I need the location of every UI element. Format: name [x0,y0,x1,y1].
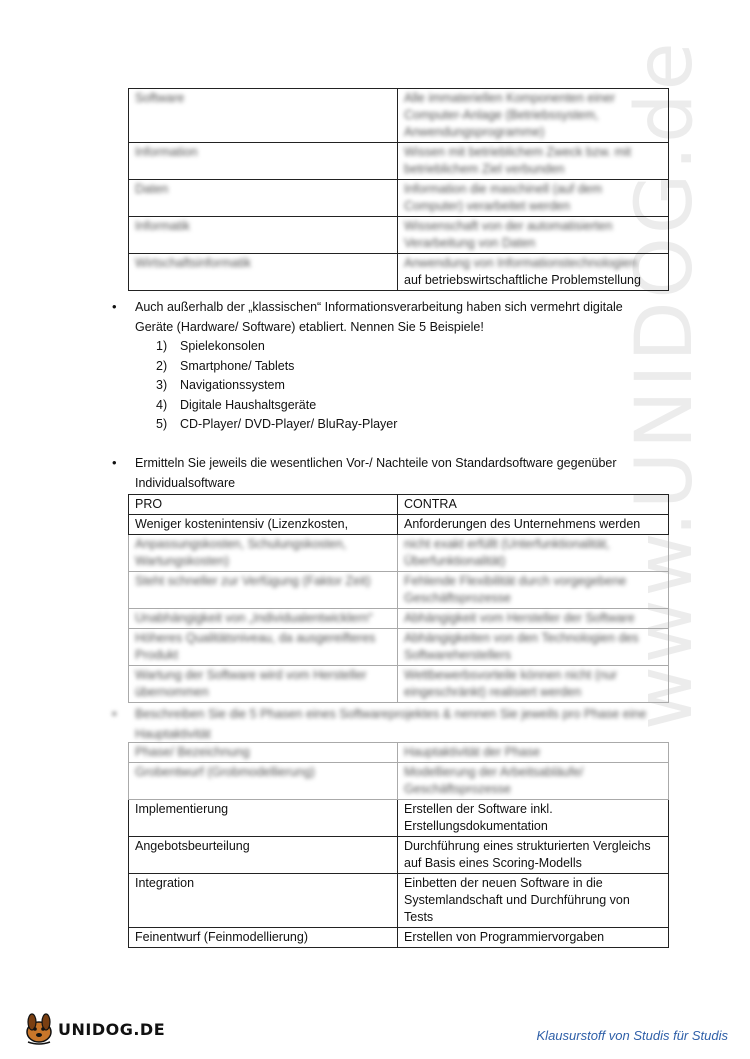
table-row [129,837,669,874]
table-cell-left: Unabhängigkeit von „Individualentwicklern“ [129,609,398,629]
question-1-text [135,298,623,337]
list-item-number: 4) [156,397,168,412]
table-cell-left: Höheres Qualitätsniveau, da ausgereifteres Produkt [129,629,398,666]
table-cell-left: Weniger kostenintensiv (Lizenzkosten, [129,515,398,535]
list-item [156,415,397,435]
list-item-text: Navigationssystem [180,378,285,392]
pro-contra-table [128,494,669,703]
list-item-number: 2) [156,358,168,373]
table-row [129,515,669,535]
question-2-line1: Ermitteln Sie jeweils die wesentlichen Vor-/ Nachteile von Standardsoftware gegenüber [135,456,617,470]
table-cell-right: Alle immateriellen Komponenten einer Computer-Anlage (Betriebssystem, Anwendungsprogramme) [398,89,669,143]
table-cell-right: Fehlende Flexibilität durch vorgegebene Geschäftsprozesse [398,572,669,609]
list-item-text: Digitale Haushaltsgeräte [180,397,317,412]
table-cell-right: CONTRA [398,495,669,515]
question-2-line2: Individualsoftware [135,475,236,490]
bullet-icon: • [112,706,117,721]
table-cell-right [398,254,669,291]
table-cell-right: Wissenschaft von der automatisierten Verarbeitung von Daten [398,217,669,254]
question-2-text [135,454,617,493]
table-cell-right: Durchführung eines strukturierten Vergleichs auf Basis eines Scoring-Modells [398,837,669,874]
table-cell-right: Erstellen der Software inkl. Erstellungsdokumentation [398,800,669,837]
list-item [156,376,397,396]
table-cell-left: Angebotsbeurteilung [129,837,398,874]
list-item-text: Spielekonsolen [180,339,265,353]
bullet-icon: • [112,455,117,470]
table-row [129,874,669,928]
list-item-text: Smartphone/ Tablets [180,358,295,373]
examples-list [156,337,397,435]
list-item-text: CD-Player/ DVD-Player/ BluRay-Player [180,417,398,431]
list-item-number: 3) [156,378,168,392]
table-row [129,743,669,763]
definitions-table [128,88,669,291]
question-1-line2: Geräte (Hardware/ Software) etabliert. Nennen Sie 5 Beispiele! [135,319,484,334]
table-cell-right: Hauptaktivität der Phase [398,743,669,763]
table-row [129,928,669,948]
table-row [129,572,669,609]
table-row [129,143,669,180]
table-row [129,666,669,703]
table-cell-left: Feinentwurf (Feinmodellierung) [129,928,398,948]
table-cell-right: Wettbewerbsvorteile können nicht (nur eingeschränkt) realisiert werden [398,666,669,703]
table-row [129,763,669,800]
table-row [129,800,669,837]
table-cell-left: PRO [129,495,398,515]
table-cell-left: Anpassungskosten, Schulungskosten, Wartungskosten) [129,535,398,572]
table-cell-left: Phase/ Bezeichnung [129,743,398,763]
watermark: www.UNIDOG.de [620,39,710,730]
list-item [156,396,397,416]
phases-table [128,742,669,948]
table-cell-left: Grobentwurf (Grobmodellierung) [129,763,398,800]
dog-icon [27,1014,51,1044]
list-item [156,337,397,357]
table-cell-right: Anforderungen des Unternehmens werden [398,515,669,535]
list-item [156,357,397,377]
table-cell-left: Implementierung [129,800,398,837]
question-1-line1: Auch außerhalb der „klassischen“ Informationsverarbeitung haben sich vermehrt digitale [135,300,623,314]
cell-last-line: auf betriebswirtschaftliche Problemstellung [404,273,641,287]
table-cell-right: Wissen mit betrieblichem Zweck bzw. mit betrieblichem Ziel verbunden [398,143,669,180]
list-item-number: 5) [156,417,168,431]
table-cell-left: Daten [129,180,398,217]
table-row [129,89,669,143]
table-row [129,180,669,217]
logo-text: UNIDOG.DE [58,1020,166,1039]
table-cell-left: Software [129,89,398,143]
question-3-text: Beschreiben Sie die 5 Phasen eines Softwareprojektes & nennen Sie jeweils pro Phase eine Hauptaktivität [135,707,647,741]
table-row [129,217,669,254]
table-cell-left: Informatik [129,217,398,254]
table-cell-right: Abhängigkeiten von den Technologien des Softwareherstellers [398,629,669,666]
table-row [129,254,669,291]
table-cell-left: Integration [129,874,398,928]
table-row [129,629,669,666]
table-cell-right: Information die maschinell (auf dem Computer) verarbeitet werden [398,180,669,217]
table-header-row [129,495,669,515]
footer-slogan: Klausurstoff von Studis für Studis [536,1028,728,1043]
table-cell-right: Abhängigkeit vom Hersteller der Software [398,609,669,629]
table-cell-right: Modellierung der Arbeitsabläufe/ Geschäftsprozesse [398,763,669,800]
table-cell-left: Information [129,143,398,180]
table-cell-left: Wartung der Software wird vom Hersteller übernommen [129,666,398,703]
table-cell-right: Einbetten der neuen Software in die Systemlandschaft und Durchführung von Tests [398,874,669,928]
list-item-number: 1) [156,339,168,353]
table-row [129,535,669,572]
table-row [129,609,669,629]
cell-blurred-line: Anwendung von Informationstechnologien [404,256,637,270]
bullet-icon: • [112,299,117,314]
table-cell-right: Erstellen von Programmiervorgaben [398,928,669,948]
table-cell-left: Steht schneller zur Verfügung (Faktor Zeit) [129,572,398,609]
table-cell-left: Wirtschaftsinformatik [129,254,398,291]
table-cell-right: nicht exakt erfüllt (Unterfunktionalität, Überfunktionalität) [398,535,669,572]
